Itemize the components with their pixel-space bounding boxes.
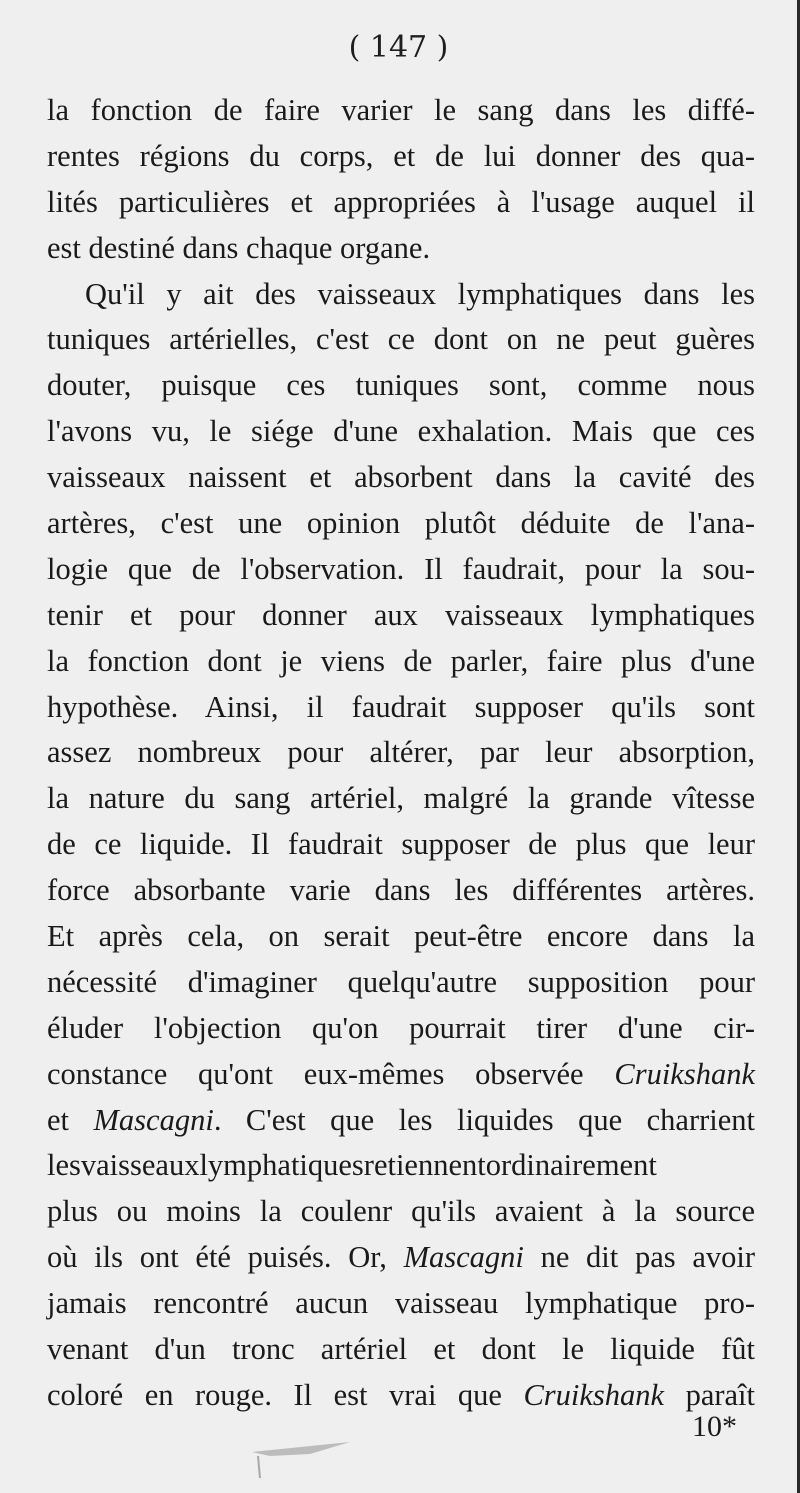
line-text: où ils ont été puisés. Or, (47, 1240, 404, 1275)
text-line: éluder l'objection qu'on pourrait tirer d'une cir- (47, 1010, 755, 1045)
text-line: la fonction de faire varier le sang dans les diffé- (47, 93, 755, 127)
text-line (47, 1052, 755, 1098)
line-text: paraît (664, 1377, 755, 1412)
text-line: la fonction dont je viens de parler, faire plus d'une (47, 643, 755, 678)
text-line: l'avons vu, le siége d'une exhalation. Mais que ces (47, 414, 755, 449)
text-line: artères, c'est une opinion plutôt déduite de l'ana- (47, 506, 755, 541)
text-line: vaisseaux naissent et absorbent dans la cavité des (47, 460, 755, 495)
text-line (47, 1098, 755, 1144)
italic-name: Mascagni (93, 1102, 214, 1137)
text-line: douter, puisque ces tuniques sont, comme nous (47, 368, 755, 403)
text-line: force absorbante varie dans les différentes artères. (47, 873, 755, 908)
text-line: lités particulières et appropriées à l'usage auquel il (47, 184, 755, 219)
text-line (47, 1235, 755, 1281)
text-line: tuniques artérielles, c'est ce dont on ne peut guères (47, 322, 755, 357)
paragraph-first-line: Qu'il y ait des vaisseaux lymphatiques dans les (85, 276, 755, 311)
page-number: ( 147 ) (348, 30, 449, 65)
text-line: tenir et pour donner aux vaisseaux lymphatiques (47, 597, 755, 632)
text-line: Et après cela, on serait peut-être encore dans la (47, 919, 755, 954)
line-text: constance qu'ont eux-mêmes observée (47, 1056, 615, 1091)
italic-name: Cruikshank (523, 1377, 665, 1412)
line-text: coloré en rouge. Il est vrai que (47, 1377, 524, 1412)
text-line: plus ou moins la coulenr qu'ils avaient à la source (47, 1194, 755, 1229)
line-text: et (47, 1102, 94, 1137)
text-line: assez nombreux pour altérer, par leur absorption, (47, 735, 755, 770)
text-line: rentes régions du corps, et de lui donner des qua- (47, 138, 755, 173)
text-line: jamais rencontré aucun vaisseau lymphatique pro- (47, 1286, 755, 1321)
text-line: de ce liquide. Il faudrait supposer de plus que leur (47, 827, 755, 862)
text-line: lesvaisseauxlymphatiquesretiennentordinairement (47, 1148, 657, 1183)
body-text (47, 88, 755, 1419)
signature-mark: 10* (692, 1410, 737, 1443)
line-text: ne dit pas avoir (523, 1240, 756, 1275)
italic-name: Cruikshank (614, 1056, 755, 1091)
text-line: logie que de l'observation. Il faudrait, pour la sou- (47, 551, 755, 586)
italic-name: Mascagni (403, 1240, 524, 1275)
text-line: hypothèse. Ainsi, il faudrait supposer qu'ils sont (47, 689, 755, 724)
text-line: nécessité d'imaginer quelqu'autre supposition pour (47, 964, 755, 999)
text-line: la nature du sang artériel, malgré la grande vîtesse (47, 781, 755, 816)
text-line: est destiné dans chaque organe. (47, 230, 431, 265)
line-text: . C'est que les liquides que charrient (213, 1102, 755, 1137)
text-line (47, 1373, 755, 1419)
text-line: venant d'un tronc artériel et dont le liquide fût (47, 1332, 755, 1367)
stray-ink-mark (250, 1440, 360, 1480)
